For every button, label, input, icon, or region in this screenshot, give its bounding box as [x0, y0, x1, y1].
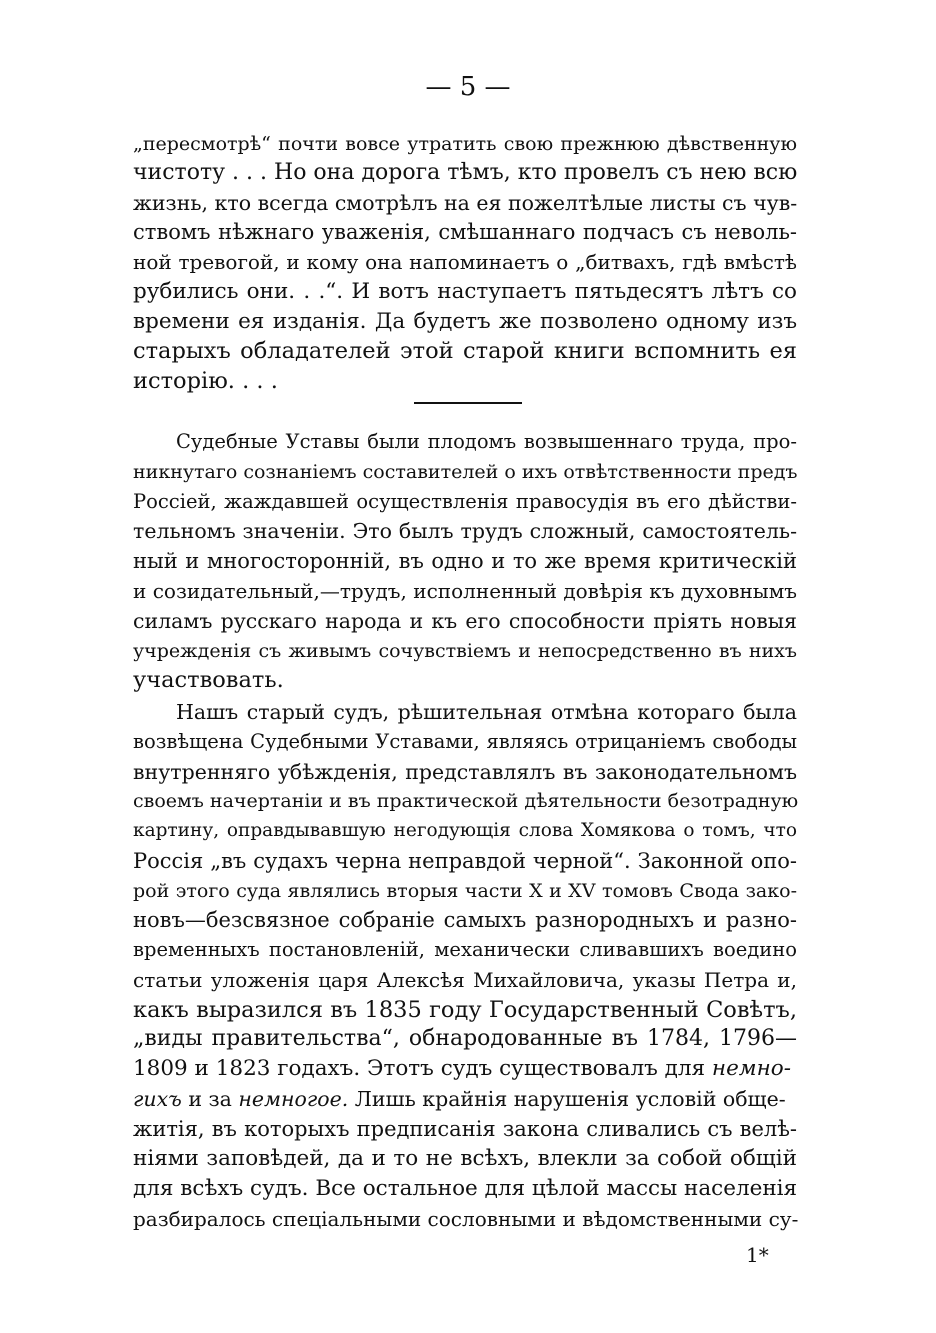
text-line: учрежденія съ живымъ сочувствіемъ и непосредственно въ нихъ: [133, 640, 797, 662]
text-line: Россіей, жаждавшей осуществленія правосудія въ его дѣйстви-: [133, 490, 797, 513]
italic-fragment: немно-: [711, 1056, 792, 1081]
text-line: жизнь, кто всегда смотрѣлъ на ея пожелтѣлые листы съ чув-: [133, 191, 798, 215]
text-line: своемъ начертаніи и въ практической дѣятельности безотрадную: [133, 790, 799, 812]
text-line: житія, въ которыхъ предписанія закона сливались съ велѣ-: [133, 1117, 797, 1141]
text-line: ствомъ нѣжнаго уваженія, смѣшаннаго подчасъ съ неволь-: [133, 220, 797, 244]
text-line: тельномъ значеніи. Это былъ трудъ сложный, самостоятель-: [133, 519, 797, 543]
text-fragment: Лишь крайнія нарушенія условій обще-: [348, 1087, 786, 1111]
text-line: чистоту . . . Но она дорога тѣмъ, кто провелъ съ нею всю: [133, 160, 798, 185]
italic-fragment: немногое.: [238, 1087, 349, 1111]
text-line: статьи уложенія царя Алексѣя Михайловича, указы Петра и,: [133, 968, 797, 992]
text-line: внутренняго убѣжденія, представлялъ въ законодательномъ: [133, 760, 797, 784]
text-line: времени ея изданія. Да будетъ же позволено одному изъ: [133, 309, 797, 334]
page-number: — 5 —: [425, 72, 511, 102]
text-line: и созидательный,—трудъ, исполненный довѣрія къ духовнымъ: [133, 579, 797, 603]
section-divider: [414, 402, 522, 404]
italic-fragment: гихъ: [133, 1087, 182, 1111]
text-line: участвовать.: [133, 667, 284, 693]
text-line: [133, 1084, 797, 1114]
text-line: ной тревогой, и кому она напоминаетъ о „битвахъ, гдѣ вмѣстѣ: [133, 250, 797, 274]
text-line: [133, 1054, 797, 1084]
text-line: „пересмотрѣ“ почти вовсе утратить свою прежнюю дѣвственную: [133, 133, 797, 155]
text-line: рубились они. . .“. И вотъ наступаетъ пятьдесятъ лѣтъ со: [133, 279, 797, 304]
text-line: ный и многосторонній, въ одно и то же время критическій: [133, 549, 797, 573]
text-line: исторію. . . .: [133, 368, 278, 394]
text-line: ніями заповѣдей, да и то не всѣхъ, влекли за собой общій: [133, 1146, 797, 1171]
text-line: Судебные Уставы были плодомъ возвышеннаго труда, про-: [176, 430, 797, 453]
text-line: возвѣщена Судебными Уставами, являясь отрицаніемъ свободы: [133, 730, 797, 753]
text-line: временныхъ постановленій, механически сливавшихъ воедино: [133, 938, 797, 961]
signature-mark: 1*: [746, 1243, 769, 1267]
text-line: рой этого суда являлись вторыя части X и XV томовъ Свода зако-: [133, 880, 797, 902]
text-line: никнутаго сознаніемъ составителей о ихъ отвѣтственности предъ: [133, 461, 798, 483]
text-line: Россія „въ судахъ черна неправдой черной“. Законной опо-: [133, 849, 797, 873]
text-line: новъ—безсвязное собраніе самыхъ разнородныхъ и разно-: [133, 908, 797, 932]
text-line: „виды правительства“, обнародованные въ 1784, 1796—: [133, 1026, 797, 1051]
text-line: силамъ русскаго народа и къ его способности пріять новыя: [133, 609, 797, 633]
text-line: для всѣхъ судъ. Все остальное для цѣлой массы населенія: [133, 1176, 798, 1201]
text-line: разбиралось спеціальными сословными и вѣдомственными су-: [133, 1207, 799, 1231]
text-fragment: 1809 и 1823 годахъ. Этотъ судъ существовалъ для: [133, 1056, 712, 1081]
text-fragment: и за: [181, 1087, 239, 1111]
text-line: картину, оправдывавшую негодующія слова Хомякова о томъ, что: [133, 820, 797, 841]
text-line: старыхъ обладателей этой старой книги вспомнить ея: [133, 338, 797, 364]
text-line: Нашъ старый судъ, рѣшительная отмѣна котораго была: [176, 700, 797, 724]
text-line: какъ выразился въ 1835 году Государственный Совѣтъ,: [133, 997, 797, 1023]
